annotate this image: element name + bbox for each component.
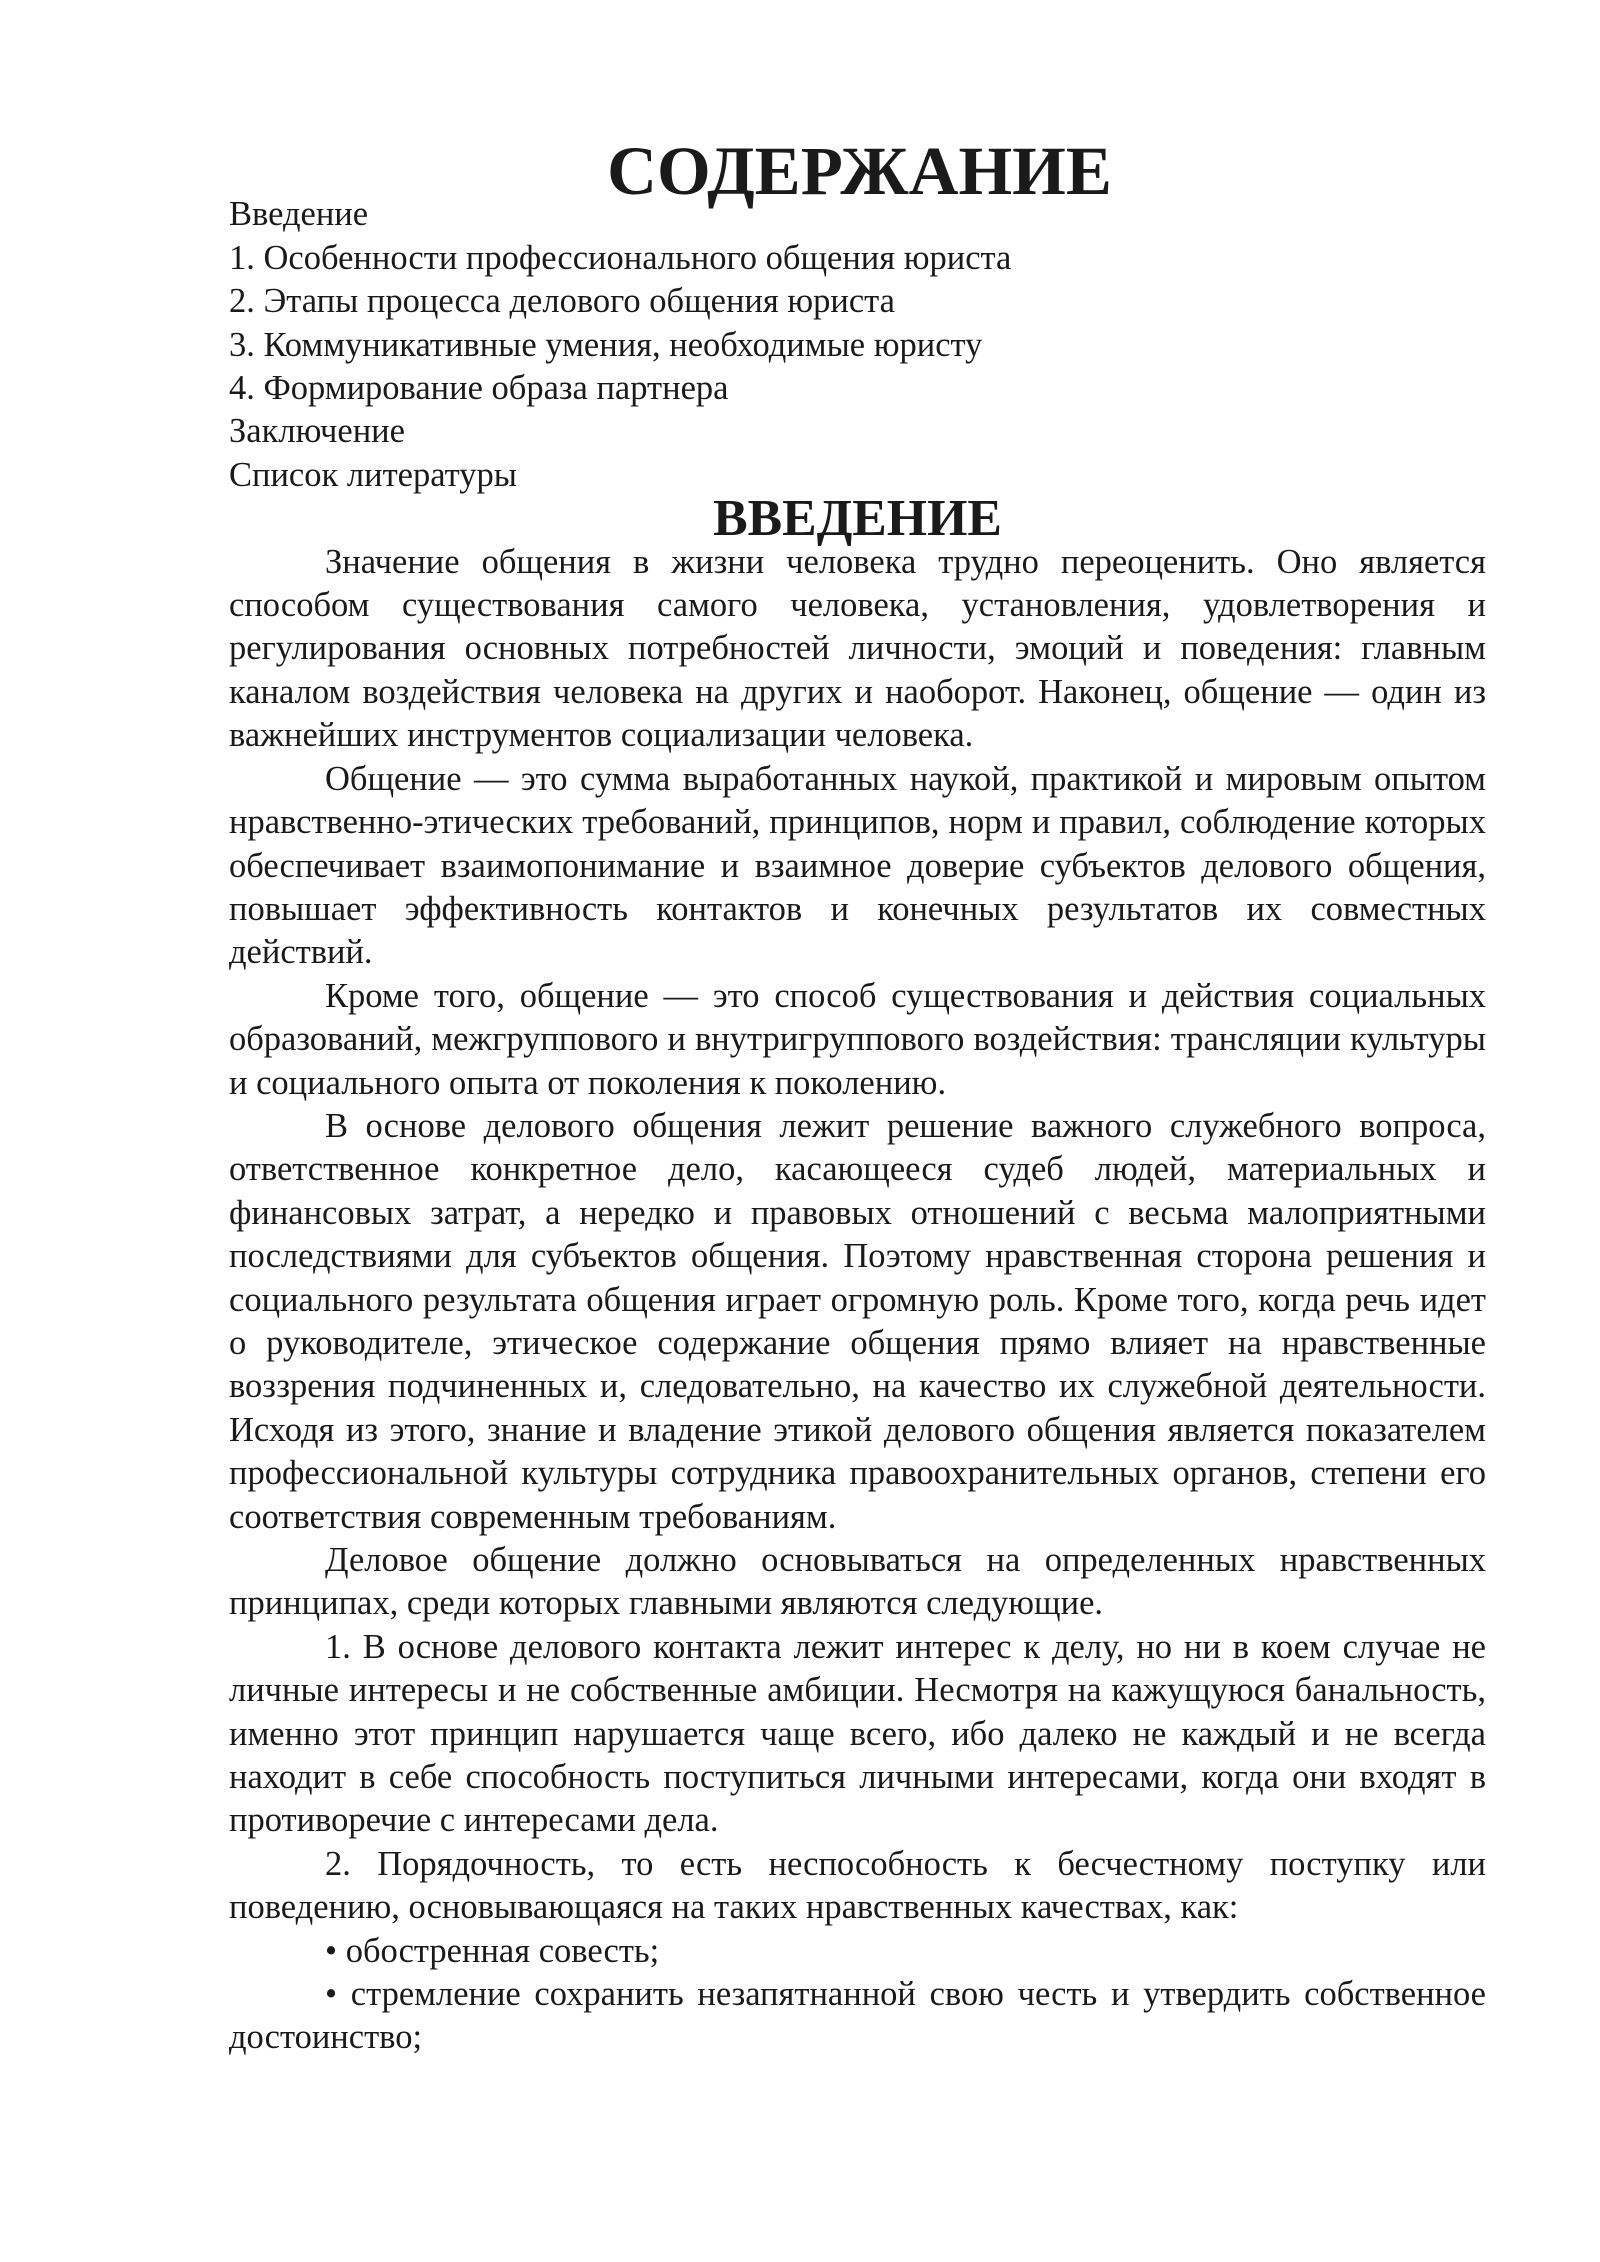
intro-paragraph: Кроме того, общение — это способ существования и действия социальных образований, межгруппового и внутригруппового воздействия: трансляции культуры и социального опыта от поколения к поколению. <box>229 976 1486 1102</box>
toc-item-chapter-3: 3. Коммуникативные умения, необходимые юристу <box>229 325 983 364</box>
toc-item-bibliography: Список литературы <box>229 455 517 494</box>
toc-item-introduction: Введение <box>229 195 369 234</box>
toc-list <box>229 193 1486 497</box>
intro-paragraph: В основе делового общения лежит решение важного служебного вопроса, ответственное конкретное дело, касающееся судеб людей, материальных и финансовых затрат, а нередко и правовых отношений с весьма малоприятными последствиями для субъектов общения. Поэтому нравственная сторона решения и социального результата общения играет огромную роль. Кроме того, когда речь идет о руководителе, этическое содержание общения прямо влияет на нравственные воззрения подчиненных и, следовательно, на качество их служебной деятельности. Исходя из этого, знание и владение этикой делового общения является показателем профессиональной культуры сотрудника правоохранительных органов, степени его соответствия современным требованиям. <box>229 1106 1486 1536</box>
toc-item-conclusion: Заключение <box>229 412 405 451</box>
intro-paragraph: Общение — это сумма выработанных наукой, практикой и мировым опытом нравственно-этических требований, принципов, норм и правил, соблюдение которых обеспечивает взаимопонимание и взаимное доверие субъектов делового общения, повышает эффективность контактов и конечных результатов их совместных действий. <box>229 759 1486 972</box>
principle-2-paragraph: 2. Порядочность, то есть неспособность к бесчестному поступку или поведению, основывающаяся на таких нравственных качествах, как: <box>229 1844 1486 1927</box>
bullet-item: • обостренная совесть; <box>325 1931 660 1970</box>
intro-title: ВВЕДЕНИЕ <box>713 490 1002 548</box>
toc-item-chapter-2: 2. Этапы процесса делового общения юриста <box>229 282 895 321</box>
bullet-item: • стремление сохранить незапятнанной свою честь и утвердить собственное достоинство; <box>229 1975 1486 2057</box>
toc-item-chapter-4: 4. Формирование образа партнера <box>229 369 729 408</box>
principle-1-paragraph: 1. В основе делового контакта лежит интерес к делу, но ни в коем случае не личные интересы и не собственные амбиции. Несмотря на кажущуюся банальность, именно этот принцип нарушается чаще всего, ибо далеко не каждый и не всегда находит в себе способность поступиться личными интересами, когда они входят в противоречие с интересами дела. <box>229 1627 1486 1840</box>
toc-item-chapter-1: 1. Особенности профессионального общения юриста <box>229 238 1012 277</box>
document-page <box>229 133 1486 2060</box>
intro-paragraph: Деловое общение должно основываться на определенных нравственных принципах, среди которых главными являются следующие. <box>229 1541 1486 1623</box>
toc-title: СОДЕРЖАНИЕ <box>607 133 1112 209</box>
intro-paragraph: Значение общения в жизни человека трудно переоценить. Оно является способом существования самого человека, установления, удовлетворения и регулирования основных потребностей личности, эмоций и поведения: главным каналом воздействия человека на других и наоборот. Наконец, общение — один из важнейших инструментов социализации человека. <box>229 542 1486 755</box>
